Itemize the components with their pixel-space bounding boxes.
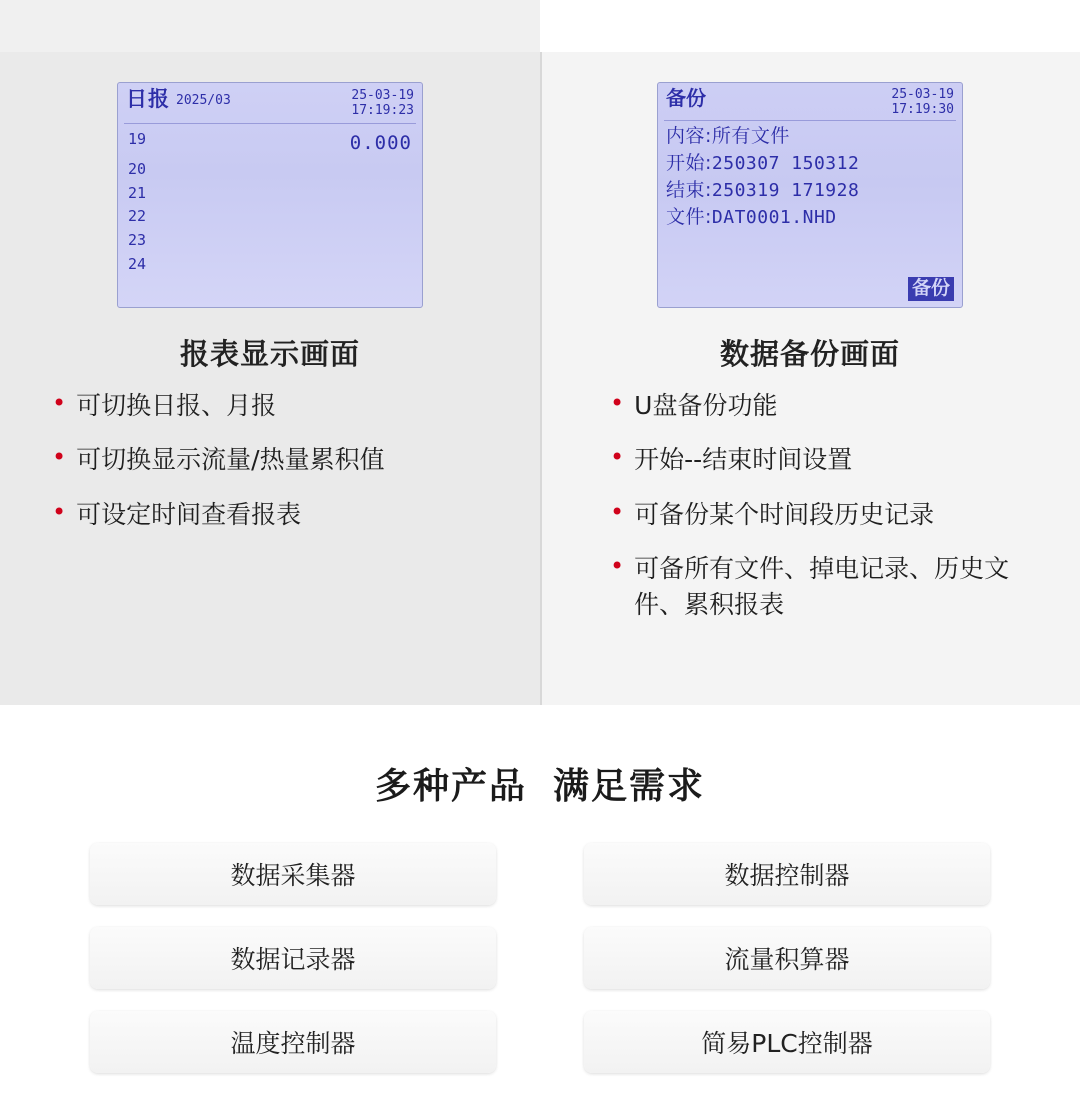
table-row xyxy=(128,128,412,158)
product-chip-5[interactable]: 温度控制器 xyxy=(90,1011,496,1073)
field-value: 所有文件 xyxy=(711,124,790,147)
field-end-time xyxy=(666,177,954,204)
field-file-name xyxy=(666,204,954,231)
bullet-dot-icon: • xyxy=(610,551,625,580)
table-row xyxy=(128,182,412,206)
bullet-dot-icon: • xyxy=(610,497,625,526)
section-title-right: 满足需求 xyxy=(553,766,706,807)
bullet-list-backup xyxy=(540,388,1080,641)
products-section xyxy=(0,705,1080,1094)
lcd-screen-wrapper-left xyxy=(0,82,540,308)
lcd-title-report: 日报 xyxy=(126,87,170,111)
table-row xyxy=(128,229,412,253)
row-value: 0.000 xyxy=(349,131,412,154)
row-label: 22 xyxy=(128,207,147,226)
lcd-header-backup xyxy=(658,83,962,118)
field-value: 250319 171928 xyxy=(711,179,860,201)
list-item xyxy=(610,551,1050,624)
field-label: 结束: xyxy=(666,178,712,201)
list-item xyxy=(610,442,1050,478)
list-item xyxy=(52,497,506,533)
field-label: 开始: xyxy=(666,151,712,174)
bullet-dot-icon: • xyxy=(610,389,625,417)
lcd-screen-backup xyxy=(657,82,963,308)
list-item-label: 可切换日报、月报 xyxy=(76,391,277,420)
lcd-date-backup: 25-03-19 xyxy=(891,87,954,102)
table-row xyxy=(128,205,412,229)
bullet-dot-icon: • xyxy=(52,443,67,472)
lcd-report-rows xyxy=(118,124,422,276)
lcd-header-divider xyxy=(664,120,956,121)
lcd-clock-backup xyxy=(891,88,954,118)
product-chip-1[interactable]: 数据采集器 xyxy=(90,843,496,905)
list-item-label: 可切换显示流量/热量累积值 xyxy=(76,445,385,475)
field-value: DAT0001.NHD xyxy=(711,206,837,228)
field-value: 250307 150312 xyxy=(711,152,860,174)
lcd-screen-wrapper-right xyxy=(540,82,1080,308)
list-item-label: 可设定时间查看报表 xyxy=(76,499,302,529)
list-item xyxy=(52,442,506,478)
bullet-dot-icon: • xyxy=(52,497,67,526)
backup-button[interactable]: 备份 xyxy=(908,277,954,301)
panel-divider xyxy=(540,52,542,705)
list-item xyxy=(610,388,1050,424)
product-chip-2[interactable]: 数据控制器 xyxy=(584,843,990,905)
list-item-label: U盘备份功能 xyxy=(634,391,778,420)
panel-caption-report: 报表显示画面 xyxy=(179,337,360,371)
bullet-dot-icon: • xyxy=(610,443,625,472)
section-title xyxy=(0,705,1080,809)
lcd-time-backup: 17:19:30 xyxy=(891,101,954,117)
list-item-label: 可备所有文件、掉电记录、历史文件、累积报表 xyxy=(634,553,1010,619)
product-chip-6[interactable]: 简易PLC控制器 xyxy=(584,1011,990,1073)
field-label: 文件: xyxy=(666,205,712,228)
lcd-clock-report xyxy=(351,89,414,119)
list-item-label: 开始--结束时间设置 xyxy=(634,445,853,475)
lcd-date-report: 25-03-19 xyxy=(351,88,414,103)
section-title-left: 多种产品 xyxy=(374,766,527,807)
product-chip-3[interactable]: 数据记录器 xyxy=(90,927,496,989)
table-row xyxy=(128,253,412,277)
lcd-screen-report xyxy=(117,82,423,308)
field-label: 内容: xyxy=(666,124,712,147)
field-start-time xyxy=(666,150,954,177)
table-row xyxy=(128,158,412,182)
bullet-list-report xyxy=(0,388,540,551)
list-item xyxy=(52,388,506,424)
field-content xyxy=(666,123,954,150)
list-item xyxy=(610,497,1050,533)
panel-top-strip xyxy=(540,0,1080,52)
lcd-time-report: 17:19:23 xyxy=(351,102,414,118)
row-label: 23 xyxy=(128,230,147,249)
panel-data-backup xyxy=(540,0,1080,705)
lcd-header-divider xyxy=(124,123,416,124)
row-label: 20 xyxy=(128,159,147,178)
bullet-dot-icon: • xyxy=(52,389,67,417)
panel-report-display xyxy=(0,0,540,705)
lcd-subtitle-period: 2025/03 xyxy=(176,93,231,108)
lcd-header-report xyxy=(118,83,422,121)
row-label: 24 xyxy=(128,254,147,273)
panel-top-strip xyxy=(0,0,540,52)
product-chip-4[interactable]: 流量积算器 xyxy=(584,927,990,989)
lcd-title-backup: 备份 xyxy=(666,86,706,110)
lcd-backup-fields xyxy=(658,121,962,231)
product-grid xyxy=(0,809,1080,1073)
list-item-label: 可备份某个时间段历史记录 xyxy=(634,499,935,529)
panel-caption-backup: 数据备份画面 xyxy=(719,337,900,371)
row-label: 21 xyxy=(128,183,147,202)
row-label: 19 xyxy=(128,129,147,148)
